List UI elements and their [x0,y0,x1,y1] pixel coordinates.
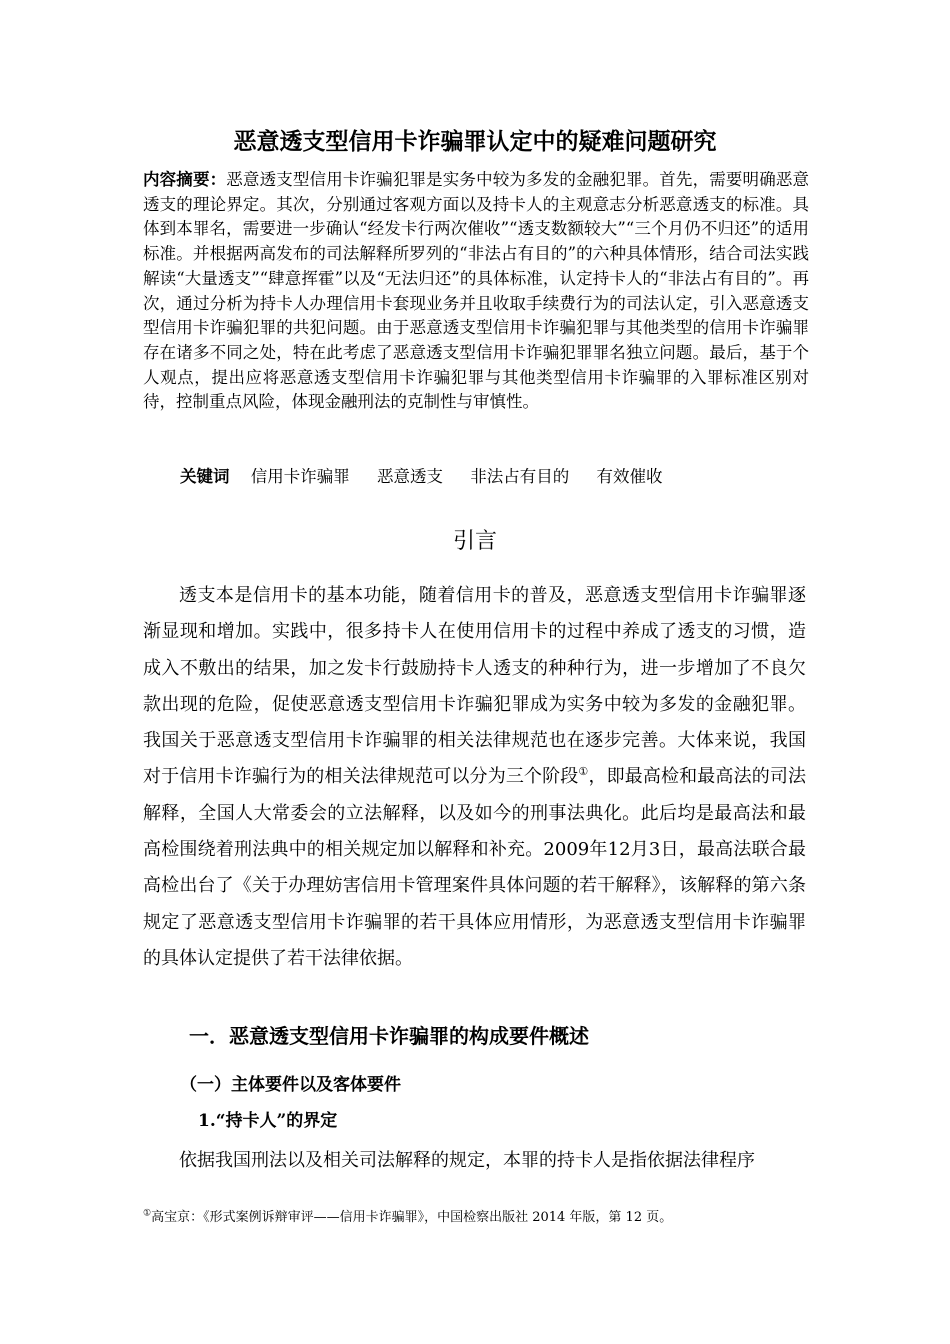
keywords-label: 关键词 [180,467,230,486]
section-paragraph: 依据我国刑法以及相关司法解释的规定，本罪的持卡人是指依据法律程序 [179,1150,755,1171]
keywords [180,465,685,489]
abstract-text: 恶意透支型信用卡诈骗犯罪是实务中较为多发的金融犯罪。首先，需要明确恶意透支的理论界定。其次，分别通过客观方面以及持卡人的主观意志分析恶意透支的标准。具体到本罪名，需要进一步确认“经发卡行两次催收”“透支数额较大”“三个月仍不归还”的适用标准。并根据两高发布的司法解释所罗列的“非法占有目的”的六种具体情形，结合司法实践解读“大量透支”“肆意挥霍”以及“无法归还”的具体标准，认定持卡人的“非法占有目的”。再次，通过分析为持卡人办理信用卡套现业务并且收取手续费行为的司法认定，引入恶意透支型信用卡诈骗犯罪的共犯问题。由于恶意透支型信用卡诈骗犯罪与其他类型的信用卡诈骗罪存在诸多不同之处，特在此考虑了恶意透支型信用卡诈骗犯罪罪名独立问题。最后，基于个人观点，提出应将恶意透支型信用卡诈骗犯罪与其他类型信用卡诈骗罪的入罪标准区别对待，控制重点风险，体现金融刑法的克制性与审慎性。 [143,170,810,412]
keyword-item: 有效催收 [596,467,663,486]
footnote-reference[interactable]: ① [578,765,589,779]
intro-paragraph [143,578,806,977]
intro-paragraph-part1: 透支本是信用卡的基本功能，随着信用卡的普及，恶意透支型信用卡诈骗罪逐渐显现和增加。实践中，很多持卡人在使用信用卡的过程中养成了透支的习惯，造成入不敷出的结果，加之发卡行鼓励持卡人透支的种种行为，进一步增加了不良欠款出现的危险，促使恶意透支型信用卡诈骗犯罪成为实务中较为多发的金融犯罪。我国关于恶意透支型信用卡诈骗罪的相关法律规范也在逐步完善。大体来说，我国对于信用卡诈骗行为的相关法律规范可以分为三个阶段 [143,585,806,788]
abstract [143,168,809,415]
keyword-item: 非法占有目的 [470,467,570,486]
paper-title: 恶意透支型信用卡诈骗罪认定中的疑难问题研究 [233,129,717,155]
keyword-item: 信用卡诈骗罪 [250,467,350,486]
footnote-mark: ① [143,1208,152,1219]
subsubsection-heading: 1.“持卡人”的界定 [198,1111,338,1131]
keyword-item: 恶意透支 [377,467,443,486]
footnote [143,1209,672,1227]
abstract-label: 内容摘要： [143,170,227,189]
footnote-text: 高宝京：《形式案例诉辩审评——信用卡诈骗罪》，中国检察出版社 2014 年版，第 12 页。 [151,1210,673,1225]
subsection-heading: （一）主体要件以及客体要件 [180,1075,401,1095]
section-heading: 一．恶意透支型信用卡诈骗罪的构成要件概述 [189,1024,589,1048]
intro-heading: 引言 [452,529,497,554]
intro-paragraph-part2: ，即最高检和最高法的司法解释，全国人大常委会的立法解释，以及如今的刑事法典化。此后均是最高法和最高检围绕着刑法典中的相关规定加以解释和补充。2009年12月3日，最高法联合最高检出台了《关于办理妨害信用卡管理案件具体问题的若干解释》，该解释的第六条规定了恶意透支型信用卡诈骗罪的若干具体应用情形，为恶意透支型信用卡诈骗罪的具体认定提供了若干法律依据。 [143,766,807,969]
